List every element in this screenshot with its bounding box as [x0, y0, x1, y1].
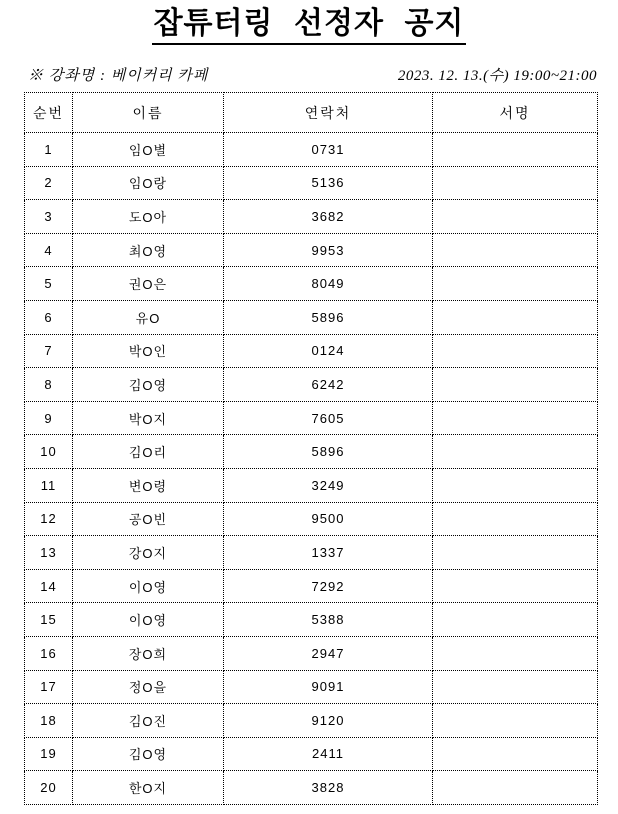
- cell-contact: 8049: [224, 267, 433, 301]
- cell-contact: 5896: [224, 435, 433, 469]
- cell-signature: [433, 200, 598, 234]
- table-row: [25, 133, 598, 167]
- cell-no: 10: [25, 435, 73, 469]
- cell-signature: [433, 166, 598, 200]
- cell-signature: [433, 603, 598, 637]
- table-row: [25, 267, 598, 301]
- cell-contact: 6242: [224, 368, 433, 402]
- cell-name: 김O진: [73, 704, 224, 738]
- cell-name: 이O영: [73, 603, 224, 637]
- cell-name: 최O영: [73, 233, 224, 267]
- cell-name: 정O을: [73, 670, 224, 704]
- cell-no: 14: [25, 569, 73, 603]
- cell-signature: [433, 771, 598, 805]
- table-row: [25, 704, 598, 738]
- cell-signature: [433, 334, 598, 368]
- cell-signature: [433, 704, 598, 738]
- page-title: [0, 0, 618, 45]
- cell-no: 16: [25, 636, 73, 670]
- cell-signature: [433, 569, 598, 603]
- cell-no: 19: [25, 737, 73, 771]
- table-row: [25, 200, 598, 234]
- cell-contact: 1337: [224, 536, 433, 570]
- cell-no: 3: [25, 200, 73, 234]
- cell-name: 김O리: [73, 435, 224, 469]
- cell-contact: 5388: [224, 603, 433, 637]
- cell-no: 18: [25, 704, 73, 738]
- table-row: [25, 468, 598, 502]
- cell-contact: 5896: [224, 300, 433, 334]
- table-row: [25, 771, 598, 805]
- table-row: [25, 636, 598, 670]
- cell-signature: [433, 536, 598, 570]
- table-row: [25, 166, 598, 200]
- cell-contact: 5136: [224, 166, 433, 200]
- cell-no: 5: [25, 267, 73, 301]
- cell-contact: 7605: [224, 401, 433, 435]
- cell-contact: 9091: [224, 670, 433, 704]
- cell-name: 박O지: [73, 401, 224, 435]
- table-row: [25, 737, 598, 771]
- cell-no: 2: [25, 166, 73, 200]
- course-name-label: ※ 강좌명 : 베이커리 카페: [28, 68, 209, 84]
- cell-name: 한O지: [73, 771, 224, 805]
- cell-contact: 3828: [224, 771, 433, 805]
- cell-name: 도O아: [73, 200, 224, 234]
- cell-signature: [433, 401, 598, 435]
- cell-no: 4: [25, 233, 73, 267]
- header-no: 순번: [25, 93, 73, 133]
- cell-signature: [433, 300, 598, 334]
- cell-signature: [433, 435, 598, 469]
- cell-signature: [433, 267, 598, 301]
- table-row: [25, 435, 598, 469]
- header-signature: 서명: [433, 93, 598, 133]
- cell-contact: 9500: [224, 502, 433, 536]
- cell-no: 1: [25, 133, 73, 167]
- cell-contact: 0124: [224, 334, 433, 368]
- table-row: [25, 536, 598, 570]
- cell-no: 6: [25, 300, 73, 334]
- table-row: [25, 670, 598, 704]
- roster-table: [24, 92, 598, 805]
- header-contact: 연락처: [224, 93, 433, 133]
- table-header-row: [25, 93, 598, 133]
- cell-no: 8: [25, 368, 73, 402]
- cell-no: 15: [25, 603, 73, 637]
- cell-signature: [433, 368, 598, 402]
- table-row: [25, 401, 598, 435]
- cell-contact: 3249: [224, 468, 433, 502]
- cell-signature: [433, 233, 598, 267]
- cell-no: 17: [25, 670, 73, 704]
- cell-name: 권O은: [73, 267, 224, 301]
- table-row: [25, 569, 598, 603]
- table-row: [25, 603, 598, 637]
- cell-signature: [433, 502, 598, 536]
- cell-contact: 9953: [224, 233, 433, 267]
- cell-name: 김O영: [73, 368, 224, 402]
- cell-no: 9: [25, 401, 73, 435]
- cell-signature: [433, 737, 598, 771]
- cell-no: 11: [25, 468, 73, 502]
- cell-contact: 9120: [224, 704, 433, 738]
- cell-contact: 2411: [224, 737, 433, 771]
- cell-contact: 0731: [224, 133, 433, 167]
- cell-no: 20: [25, 771, 73, 805]
- cell-name: 유O: [73, 300, 224, 334]
- page-title-text: 잡튜터링 선정자 공지: [152, 7, 467, 45]
- cell-signature: [433, 133, 598, 167]
- cell-no: 13: [25, 536, 73, 570]
- cell-signature: [433, 468, 598, 502]
- table-row: [25, 502, 598, 536]
- cell-name: 변O령: [73, 468, 224, 502]
- cell-name: 김O영: [73, 737, 224, 771]
- cell-name: 장O희: [73, 636, 224, 670]
- cell-signature: [433, 670, 598, 704]
- table-body: [25, 133, 598, 805]
- cell-name: 임O랑: [73, 166, 224, 200]
- session-datetime: 2023. 12. 13.(수) 19:00~21:00: [397, 68, 597, 84]
- cell-name: 이O영: [73, 569, 224, 603]
- meta-row: [28, 64, 597, 85]
- header-name: 이름: [73, 93, 224, 133]
- cell-name: 강O지: [73, 536, 224, 570]
- cell-name: 공O빈: [73, 502, 224, 536]
- cell-no: 7: [25, 334, 73, 368]
- cell-no: 12: [25, 502, 73, 536]
- cell-contact: 7292: [224, 569, 433, 603]
- table-row: [25, 233, 598, 267]
- table-row: [25, 334, 598, 368]
- table-row: [25, 300, 598, 334]
- cell-contact: 3682: [224, 200, 433, 234]
- table-row: [25, 368, 598, 402]
- cell-signature: [433, 636, 598, 670]
- cell-contact: 2947: [224, 636, 433, 670]
- cell-name: 박O인: [73, 334, 224, 368]
- cell-name: 임O별: [73, 133, 224, 167]
